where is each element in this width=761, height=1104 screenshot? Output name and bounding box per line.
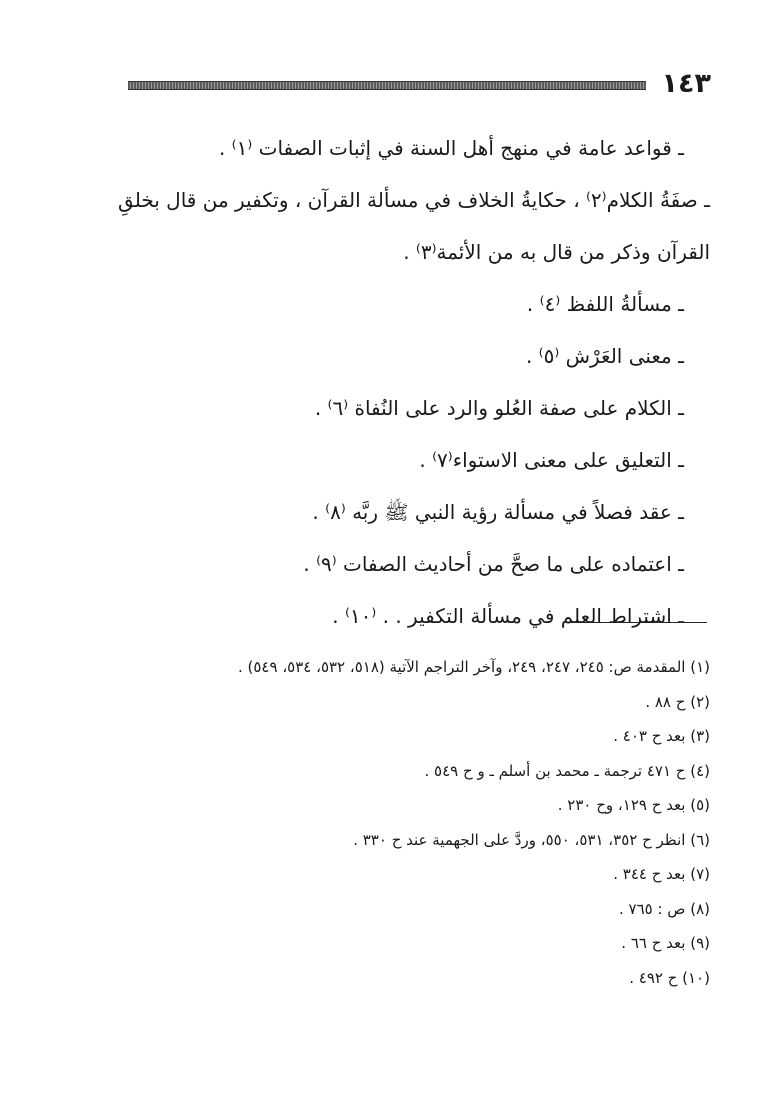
footnotes [100, 650, 710, 995]
footnote: (٦) انظر ح ٣٥٢، ٥٣١، ٥٥٠، وردَّ على الجهمية عند ح ٣٣٠ . [353, 830, 710, 849]
page-number: ١٤٣ [661, 68, 711, 99]
footnote: (٢) ح ٨٨ . [645, 692, 710, 711]
footnote: (١) المقدمة ص: ٢٤٥، ٢٤٧، ٢٤٩، وآخر التراجم الآتية (٥١٨، ٥٣٢، ٥٣٤، ٥٤٩) . [237, 658, 710, 676]
footnote: (٩) بعد ح ٦٦ . [621, 934, 710, 952]
body-text [100, 122, 710, 642]
footnote: (٧) بعد ح ٣٤٤ . [613, 865, 710, 883]
footnote: (٨) ص : ٧٦٥ . [619, 899, 710, 918]
body-line: ـ اعتماده على ما صحَّ من أحاديث الصفات ⁽٩⁾ . [303, 552, 684, 576]
body-line: ـ قواعد عامة في منهج أهل السنة في إثبات الصفات ⁽١⁾ . [218, 136, 684, 160]
footnote: (٥) بعد ح ١٢٩، وح ٢٣٠ . [557, 796, 710, 814]
body-line: القرآن وذكر من قال به من الأئمة⁽٣⁾ . [403, 240, 710, 264]
body-line: ـ عقد فصلاً في مسألة رؤية النبي ﷺ ربَّه ⁽٨⁾ . [312, 500, 684, 524]
footnote: (٣) بعد ح ٤٠٣ . [613, 727, 710, 745]
header-rule [128, 81, 646, 90]
body-line: ـ صفَةُ الكلام⁽٢⁾ ، حكايةُ الخلاف في مسألة القرآن ، وتكفير من قال بخلقِ [118, 188, 710, 212]
footnote: (٤) ح ٤٧١ ترجمة ـ محمد بن أسلم ـ و ح ٥٤٩ . [424, 761, 710, 780]
body-line: ـ اشتراط العلم في مسألة التكفير . . ⁽١٠⁾ . [332, 604, 684, 628]
body-line: ـ الكلام على صفة العُلو والرد على النُفاة ⁽٦⁾ . [314, 396, 684, 420]
footnote: (١٠) ح ٤٩٢ . [629, 968, 710, 987]
body-line: ـ مسألةُ اللفظ ⁽٤⁾ . [526, 292, 684, 316]
body-line: ـ التعليق على معنى الاستواء⁽٧⁾ . [419, 448, 684, 472]
footnote-separator [570, 622, 707, 623]
body-line: ـ معنى العَرْش ⁽٥⁾ . [525, 344, 684, 368]
